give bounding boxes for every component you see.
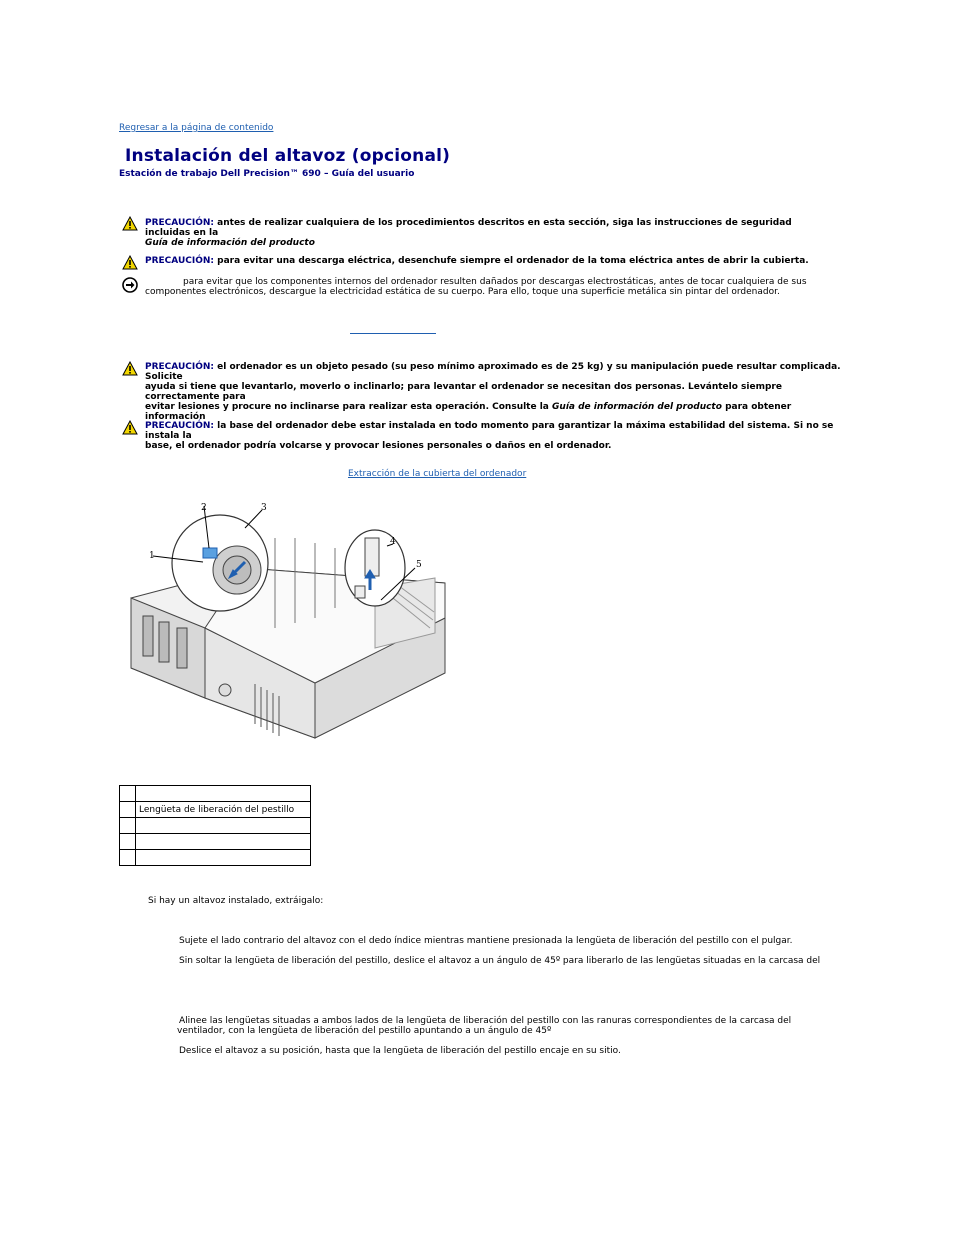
notice-static-discharge bbox=[145, 277, 845, 297]
step-install-a-line-1: Alinee las lengüetas situadas a ambos lados de la lengüeta de liberación del pestillo con las ranuras correspondientes de la carcasa del bbox=[179, 1016, 792, 1026]
callout-number bbox=[120, 834, 136, 850]
callout-table bbox=[119, 785, 311, 866]
speaker-installation-illustration bbox=[125, 498, 455, 770]
caution-line-1: el ordenador es un objeto pesado (su peso mínimo aproximado es de 25 kg) y su manipulación puede resultar complicada. Solicite bbox=[145, 362, 841, 382]
table-row bbox=[120, 818, 311, 834]
notice-line-2: componentes electrónicos, descargue la electricidad estática de su cuerpo. Para ello, toque una superficie metálica sin pintar del ordenador. bbox=[145, 287, 780, 297]
callout-3: 3 bbox=[261, 503, 267, 513]
caution-icon bbox=[122, 255, 138, 270]
notice-line-1: para evitar que los componentes internos del ordenador resulten dañados por descargas electrostáticas, antes de tocar cualquiera de sus bbox=[183, 277, 807, 287]
table-row bbox=[120, 850, 311, 866]
caution-line-1: la base del ordenador debe estar instalada en todo momento para garantizar la máxima estabilidad del sistema. Si no se instala la bbox=[145, 421, 834, 441]
callout-number bbox=[120, 850, 136, 866]
caution-text: para evitar una descarga eléctrica, desenchufe siempre el ordenador de la toma eléctrica antes de abrir la cubierta. bbox=[217, 256, 809, 266]
caution-keyword: PRECAUCIÓN: bbox=[145, 362, 215, 372]
notice-icon bbox=[122, 277, 138, 293]
page-subtitle: Estación de trabajo Dell Precision™ 690 – Guía del usuario bbox=[119, 169, 415, 179]
step-install-a-line-2: ventilador, con la lengüeta de liberación del pestillo apuntando a un ángulo de 45º bbox=[177, 1026, 552, 1036]
callout-description bbox=[136, 834, 311, 850]
callout-number bbox=[120, 818, 136, 834]
caution-heavy-computer bbox=[145, 362, 845, 422]
back-to-contents-link[interactable]: Regresar a la página de contenido bbox=[119, 123, 274, 133]
step-remove-a: Sujete el lado contrario del altavoz con el dedo índice mientras mantiene presionada la lengüeta de liberación del pestillo con el pulgar. bbox=[179, 936, 793, 946]
caution-safety-instructions bbox=[145, 218, 835, 248]
caution-line-2: ayuda si tiene que levantarlo, moverlo o inclinarlo; para levantar el ordenador se necesitan dos personas. Levántelo siempre correctamente para bbox=[145, 382, 782, 402]
caution-icon bbox=[122, 420, 138, 435]
caution-guide-name: Guía de información del producto bbox=[552, 402, 722, 412]
caution-line-3: evitar lesiones y procure no inclinarse para realizar esta operación. Consulte la bbox=[145, 402, 549, 412]
callout-description bbox=[136, 786, 311, 802]
caution-line-3-end: para obtener información bbox=[145, 402, 792, 422]
callout-description bbox=[136, 850, 311, 866]
step-remove-intro: Si hay un altavoz instalado, extráigalo: bbox=[148, 896, 324, 906]
page-title: Instalación del altavoz (opcional) bbox=[125, 146, 451, 166]
callout-1: 1 bbox=[149, 551, 155, 561]
caution-icon bbox=[122, 361, 138, 376]
callout-number bbox=[120, 802, 136, 818]
caution-electric-shock bbox=[145, 256, 835, 266]
step-install-a bbox=[177, 1016, 837, 1036]
step-remove-b: Sin soltar la lengüeta de liberación del pestillo, deslice el altavoz a un ángulo de 45º para liberarlo de las lengüetas situadas en la carcasa del bbox=[179, 956, 821, 966]
callout-description bbox=[136, 818, 311, 834]
caution-text: antes de realizar cualquiera de los procedimientos descritos en esta sección, siga las instrucciones de seguridad incluidas en la bbox=[145, 218, 792, 238]
caution-keyword: PRECAUCIÓN: bbox=[145, 256, 215, 266]
caution-keyword: PRECAUCIÓN: bbox=[145, 421, 215, 431]
callout-number bbox=[120, 786, 136, 802]
cover-removal-link[interactable]: Extracción de la cubierta del ordenador bbox=[348, 469, 527, 479]
inline-link-placeholder[interactable] bbox=[350, 325, 436, 334]
caution-icon bbox=[122, 216, 138, 231]
table-row bbox=[120, 802, 311, 818]
table-row bbox=[120, 786, 311, 802]
callout-description: Lengüeta de liberación del pestillo bbox=[136, 802, 311, 818]
caution-base-stability bbox=[145, 421, 845, 451]
step-install-b: Deslice el altavoz a su posición, hasta que la lengüeta de liberación del pestillo encaje en su sitio. bbox=[179, 1046, 621, 1056]
callout-4: 4 bbox=[390, 537, 396, 547]
caution-line-2: base, el ordenador podría volcarse y provocar lesiones personales o daños en el ordenador. bbox=[145, 441, 612, 451]
table-row bbox=[120, 834, 311, 850]
caution-keyword: PRECAUCIÓN: bbox=[145, 218, 215, 228]
callout-5: 5 bbox=[416, 560, 422, 570]
caution-guide-name: Guía de información del producto bbox=[145, 238, 315, 248]
callout-2: 2 bbox=[201, 503, 207, 513]
